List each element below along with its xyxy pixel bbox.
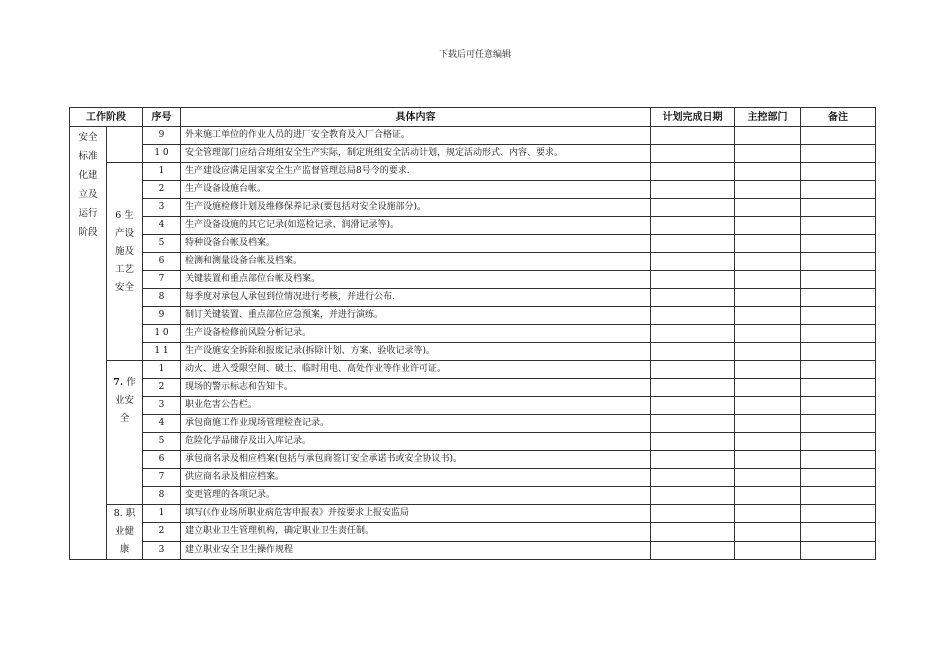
row-date-cell <box>651 217 735 235</box>
row-content: 安全管理部门应结合班组安全生产实际，制定班组安全活动计划，规定活动形式、内容、要求。 <box>181 145 651 163</box>
row-note-cell <box>801 487 876 505</box>
row-note-cell <box>801 289 876 307</box>
row-content: 每季度对承包人承包到位情况进行考核，并进行公布. <box>181 289 651 307</box>
row-content: 动火、进入受限空间、破土、临时用电、高处作业等作业许可证。 <box>181 361 651 379</box>
row-date-cell <box>651 433 735 451</box>
row-dept-cell <box>735 361 801 379</box>
row-note-cell <box>801 253 876 271</box>
row-seq: 1 <box>143 361 181 379</box>
row-date-cell <box>651 379 735 397</box>
row-note-cell <box>801 271 876 289</box>
row-date-cell <box>651 181 735 199</box>
subgroup-cell <box>107 505 143 560</box>
stage-cell <box>70 127 107 560</box>
row-date-cell <box>651 505 735 523</box>
row-date-cell <box>651 451 735 469</box>
row-content: 外来施工单位的作业人员的进厂安全教育及入厂合格证。 <box>181 127 651 145</box>
row-seq: 4 <box>143 415 181 433</box>
row-seq: 9 <box>143 307 181 325</box>
row-note-cell <box>801 343 876 361</box>
table-row <box>70 523 876 541</box>
row-content: 供应商名录及相应档案。 <box>181 469 651 487</box>
table-row <box>70 217 876 235</box>
row-seq: 5 <box>143 433 181 451</box>
row-note-cell <box>801 127 876 145</box>
stage-label: 安全标准化建立及运行阶段 <box>78 132 98 238</box>
subgroup-label: 7. 作业安全 <box>113 377 136 424</box>
row-dept-cell <box>735 487 801 505</box>
row-date-cell <box>651 361 735 379</box>
table-row <box>70 235 876 253</box>
row-date-cell <box>651 469 735 487</box>
row-note-cell <box>801 325 876 343</box>
header-date: 计划完成日期 <box>651 108 735 127</box>
row-content: 现场的警示标志和告知卡。 <box>181 379 651 397</box>
row-content: 变更管理的各项记录。 <box>181 487 651 505</box>
subgroup-cell <box>107 163 143 361</box>
safety-plan-table <box>69 107 876 560</box>
row-content: 职业危害公告栏。 <box>181 397 651 415</box>
row-content: 生产设备检修前风险分析记录。 <box>181 325 651 343</box>
row-note-cell <box>801 307 876 325</box>
table-header-row <box>70 108 876 127</box>
header-note: 备注 <box>801 108 876 127</box>
row-seq: 2 <box>143 523 181 541</box>
row-note-cell <box>801 415 876 433</box>
table-row <box>70 469 876 487</box>
row-date-cell <box>651 487 735 505</box>
row-note-cell <box>801 451 876 469</box>
row-dept-cell <box>735 253 801 271</box>
header-note: 下载后可任意编辑 <box>438 50 511 60</box>
row-seq: 2 <box>143 181 181 199</box>
row-content: 危险化学品储存及出入库记录。 <box>181 433 651 451</box>
row-content: 承包商施工作业现场管理检查记录。 <box>181 415 651 433</box>
row-date-cell <box>651 163 735 181</box>
row-dept-cell <box>735 469 801 487</box>
row-seq: 3 <box>143 397 181 415</box>
row-dept-cell <box>735 235 801 253</box>
row-seq: 6 <box>143 451 181 469</box>
row-dept-cell <box>735 199 801 217</box>
row-seq: 9 <box>143 127 181 145</box>
row-date-cell <box>651 415 735 433</box>
table-row <box>70 253 876 271</box>
table-row <box>70 361 876 379</box>
row-seq: 2 <box>143 379 181 397</box>
row-dept-cell <box>735 181 801 199</box>
row-content: 生产建设应满足国家安全生产监督管理总局8号令的要求. <box>181 163 651 181</box>
row-seq: 8 <box>143 289 181 307</box>
row-dept-cell <box>735 505 801 523</box>
row-dept-cell <box>735 325 801 343</box>
header-stage: 工作阶段 <box>70 108 143 127</box>
row-date-cell <box>651 523 735 541</box>
row-content: 制订关键装置、重点部位应急预案，并进行演练。 <box>181 307 651 325</box>
row-note-cell <box>801 397 876 415</box>
row-content: 生产设备设施台帐。 <box>181 181 651 199</box>
header-seq: 序号 <box>143 108 181 127</box>
row-date-cell <box>651 235 735 253</box>
row-content: 生产设施检修计划及维修保养记录(要包括对安全设施部分)。 <box>181 199 651 217</box>
subgroup-cell <box>107 127 143 163</box>
row-dept-cell <box>735 145 801 163</box>
table-row <box>70 415 876 433</box>
row-seq: 7 <box>143 469 181 487</box>
row-note-cell <box>801 163 876 181</box>
row-note-cell <box>801 379 876 397</box>
table-row <box>70 271 876 289</box>
row-note-cell <box>801 433 876 451</box>
row-date-cell <box>651 307 735 325</box>
row-note-cell <box>801 523 876 541</box>
row-dept-cell <box>735 433 801 451</box>
row-note-cell <box>801 145 876 163</box>
row-seq: 8 <box>143 487 181 505</box>
row-note-cell <box>801 469 876 487</box>
row-date-cell <box>651 397 735 415</box>
row-date-cell <box>651 253 735 271</box>
row-note-cell <box>801 505 876 523</box>
row-content: 承包商名录及相应档案(包括与承包商签订安全承诺书或安全协议书)。 <box>181 451 651 469</box>
subgroup-label: 8. 职业健康 <box>113 508 136 555</box>
row-content: 关键装置和重点部位台帐及档案。 <box>181 271 651 289</box>
table-row <box>70 289 876 307</box>
table-row <box>70 325 876 343</box>
row-dept-cell <box>735 289 801 307</box>
row-dept-cell <box>735 523 801 541</box>
row-seq: 4 <box>143 217 181 235</box>
row-dept-cell <box>735 379 801 397</box>
table-row <box>70 379 876 397</box>
row-note-cell <box>801 361 876 379</box>
row-seq: 1 0 <box>143 145 181 163</box>
row-dept-cell <box>735 271 801 289</box>
table-row <box>70 541 876 559</box>
row-note-cell <box>801 541 876 559</box>
header-dept: 主控部门 <box>735 108 801 127</box>
row-seq: 3 <box>143 199 181 217</box>
row-date-cell <box>651 127 735 145</box>
row-seq: 1 1 <box>143 343 181 361</box>
row-seq: 1 0 <box>143 325 181 343</box>
row-seq: 6 <box>143 253 181 271</box>
row-dept-cell <box>735 307 801 325</box>
row-note-cell <box>801 181 876 199</box>
row-dept-cell <box>735 343 801 361</box>
row-dept-cell <box>735 397 801 415</box>
row-content: 填写(《作业场所职业病危害申报表》并按要求上报安监局 <box>181 505 651 523</box>
row-content: 检测和测量设备台帐及档案。 <box>181 253 651 271</box>
row-date-cell <box>651 541 735 559</box>
row-seq: 5 <box>143 235 181 253</box>
table-row <box>70 343 876 361</box>
row-date-cell <box>651 289 735 307</box>
table-row <box>70 505 876 523</box>
row-content: 特种设备台帐及档案。 <box>181 235 651 253</box>
row-note-cell <box>801 235 876 253</box>
row-note-cell <box>801 199 876 217</box>
subgroup-cell <box>107 361 143 505</box>
row-dept-cell <box>735 451 801 469</box>
row-content: 生产设备设施的其它记录(如巡检记录、润滑记录等)。 <box>181 217 651 235</box>
table-row <box>70 163 876 181</box>
row-seq: 1 <box>143 163 181 181</box>
table-row <box>70 451 876 469</box>
row-content: 建立职业卫生管理机构，确定职业卫生责任制。 <box>181 523 651 541</box>
table-row <box>70 181 876 199</box>
row-dept-cell <box>735 127 801 145</box>
row-content: 建立职业安全卫生操作规程 <box>181 541 651 559</box>
row-date-cell <box>651 199 735 217</box>
table-row <box>70 199 876 217</box>
row-dept-cell <box>735 217 801 235</box>
row-note-cell <box>801 217 876 235</box>
row-date-cell <box>651 271 735 289</box>
row-date-cell <box>651 145 735 163</box>
subgroup-label: 6 生产设施及工艺安全 <box>114 210 134 293</box>
table-row <box>70 433 876 451</box>
row-seq: 1 <box>143 505 181 523</box>
header-content: 具体内容 <box>181 108 651 127</box>
table-row <box>70 487 876 505</box>
row-dept-cell <box>735 163 801 181</box>
row-date-cell <box>651 325 735 343</box>
table-row <box>70 307 876 325</box>
table-row <box>70 397 876 415</box>
row-date-cell <box>651 343 735 361</box>
table-row <box>70 145 876 163</box>
row-seq: 3 <box>143 541 181 559</box>
row-dept-cell <box>735 541 801 559</box>
row-seq: 7 <box>143 271 181 289</box>
row-dept-cell <box>735 415 801 433</box>
row-content: 生产设施安全拆除和报废记录(拆除计划、方案、验收记录等)。 <box>181 343 651 361</box>
subgroup-number: 7. <box>113 377 124 388</box>
table-row <box>70 127 876 145</box>
